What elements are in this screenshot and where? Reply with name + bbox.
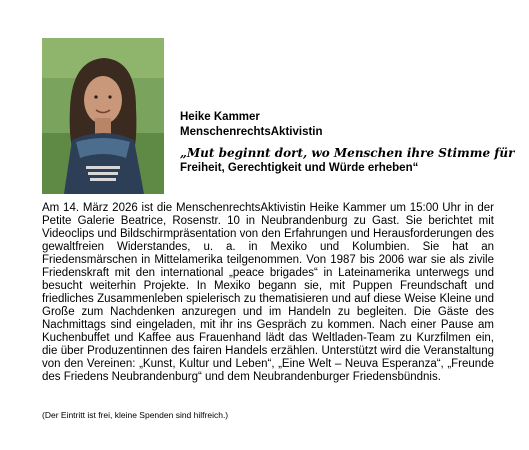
admission-note: (Der Eintritt ist frei, kleine Spenden sind hilfreich.)	[42, 410, 229, 420]
quote	[180, 146, 514, 176]
speaker-name: Heike Kammer	[180, 111, 260, 123]
quote-line-2: Freiheit, Gerechtigkeit und Würde erheben“	[180, 162, 419, 174]
speaker-info	[180, 110, 323, 140]
portrait-illustration	[42, 38, 164, 194]
event-description: Am 14. März 2026 ist die MenschenrechtsAktivistin Heike Kammer um 15:00 Uhr in der Petite Galerie Beatrice, Rosenstr. 10 in Neubrandenburg zu Gast. Sie berichtet mit Videoclips und Bildschirmpräsentation von den Erfahrungen und Herausforderungen des gewaltfreien Widerstandes, u. a. in Mexiko und Kolumbien. Sie hat an Friedensmärschen in Mittelamerika teilgenommen. Von 1987 bis 2006 war sie als zivile Friedenskraft mit den international „peace brigades“ in Lateinamerika unterwegs und besucht weiterhin Projekte. In Mexiko begann sie, mit Puppen Freundschaft und friedliches Zusammenleben spielerisch zu thematisieren und auf diese Weise Kleine und Große zum Nachdenken anzuregen und im Handeln zu begleiten. Die Gäste des Nachmittags sind eingeladen, mit ihr ins Gespräch zu kommen. Nach einer Pause am Kuchenbuffet und Kaffee aus Frauenhand lädt das Weltladen-Team zu Kurzfilmen ein, die über Produzentinnen des fairen Handels erzählen. Unterstützt wird die Veranstaltung von den Vereinen: „Kunst, Kultur und Leben“, „Eine Welt – Neuva Esperanza“, „Freunde des Friedens Neubrandenburg“ und dem Neubrandenburger Friedensbündnis.	[42, 202, 494, 383]
speaker-role: MenschenrechtsAktivistin	[180, 126, 323, 138]
portrait-photo	[42, 38, 164, 194]
quote-line-1: „Mut beginnt dort, wo Menschen ihre Stimme für	[180, 146, 515, 160]
